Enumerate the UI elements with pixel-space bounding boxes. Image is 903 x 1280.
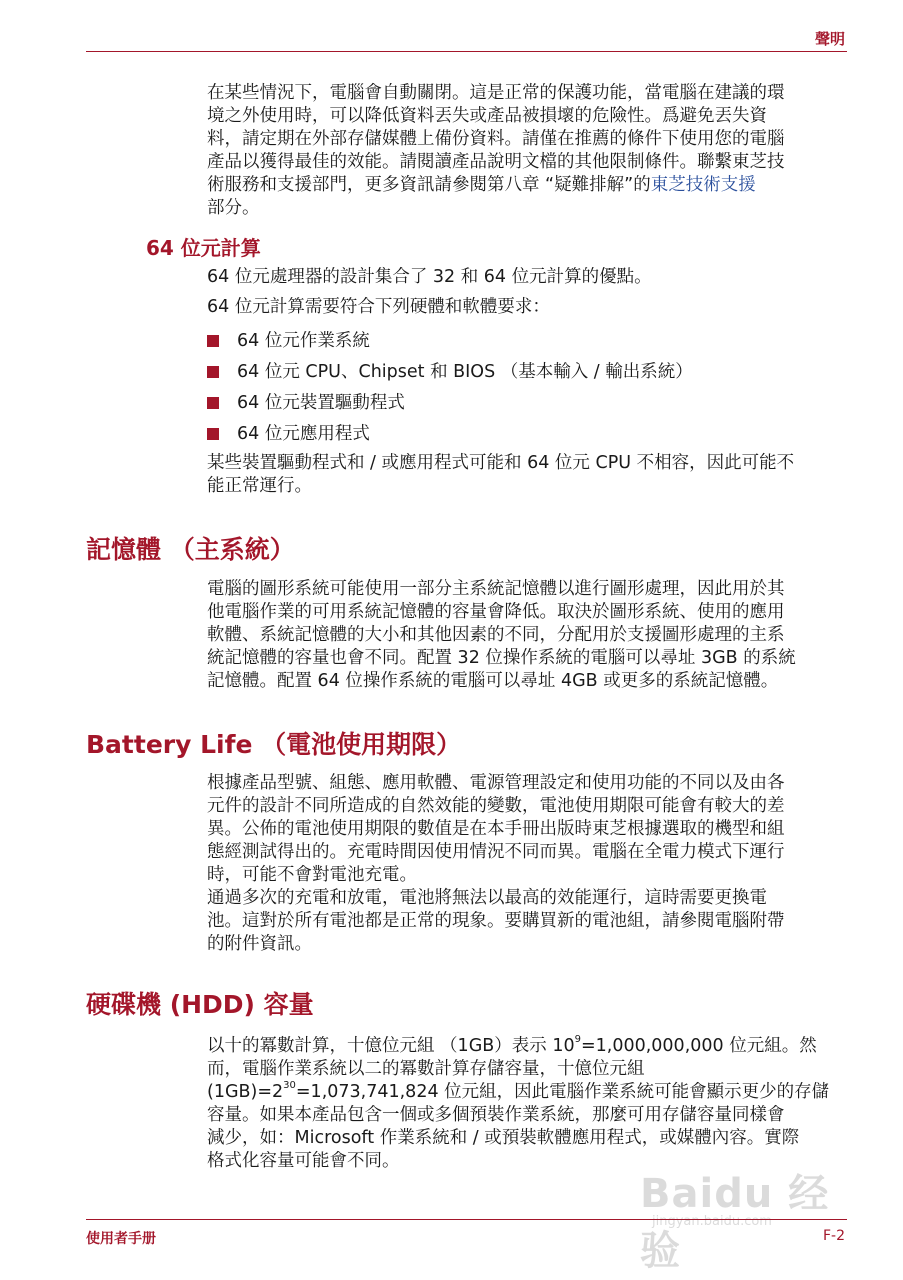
text-line: 池。這對於所有電池都是正常的現象。要購買新的電池組，請參閱電腦附帶 — [207, 911, 785, 931]
bullet-square-icon — [207, 428, 219, 440]
intro-line: 產品以獲得最佳的效能。請閱讀產品說明文檔的其他限制條件。聯繫東芝技 — [207, 152, 785, 172]
memory-paragraph — [207, 578, 848, 693]
intro-line: 部分。 — [207, 198, 260, 218]
text-line: =1,073,741,824 位元組，因此電腦作業系統可能會顯示更少的存儲 — [295, 1082, 830, 1102]
battery-paragraph-2 — [207, 887, 848, 956]
superscript: 9 — [574, 1034, 581, 1045]
bullet-text: 64 位元應用程式 — [237, 424, 370, 444]
bullet-item — [207, 361, 848, 384]
text-line: 電腦的圖形系統可能使用一部分主系統記憶體以進行圖形處理，因此用於其 — [207, 579, 785, 599]
footer-rule — [86, 1219, 847, 1220]
intro-line: 在某些情況下，電腦會自動關閉。這是正常的保護功能，當電腦在建議的環 — [207, 83, 785, 103]
intro-line: 術服務和支援部門，更多資訊請參閱第八章 “疑難排解”的 — [207, 175, 651, 195]
bullet-text: 64 位元 CPU、Chipset 和 BIOS （基本輸入 / 輸出系統） — [237, 362, 693, 382]
intro-line: 料，請定期在外部存儲媒體上備份資料。請僅在推薦的條件下使用您的電腦 — [207, 129, 785, 149]
text-line: 的附件資訊。 — [207, 934, 312, 954]
section-heading-hdd: 硬碟機 (HDD) 容量 — [86, 990, 314, 1019]
text-line: 態經測試得出的。充電時間因使用情況不同而異。電腦在全電力模式下運行 — [207, 842, 785, 862]
text-line: (1GB)=2 — [207, 1082, 284, 1102]
text-line: 根據產品型號、組態、應用軟體、電源管理設定和使用功能的不同以及由各 — [207, 773, 785, 793]
text-line: 通過多次的充電和放電，電池將無法以最高的效能運行，這時需要更換電 — [207, 888, 767, 908]
intro-line: 境之外使用時，可以降低資料丟失或產品被損壞的危險性。爲避免丟失資 — [207, 106, 767, 126]
superscript: 30 — [283, 1080, 296, 1091]
intro-paragraph — [207, 82, 848, 220]
bullet-text: 64 位元作業系統 — [237, 331, 370, 351]
watermark-logo: Baidu 经验 — [640, 1171, 830, 1274]
text-line: 以十的冪數計算，十億位元組 （1GB）表示 10 — [207, 1036, 575, 1056]
bullet-item — [207, 330, 848, 353]
text-line: =1,000,000,000 位元組。然 — [580, 1036, 817, 1056]
header-rule — [86, 51, 847, 52]
bullet-item — [207, 423, 848, 446]
bullet-square-icon — [207, 397, 219, 409]
text-line: 時，可能不會對電池充電。 — [207, 865, 417, 885]
bullet-item — [207, 392, 848, 415]
bullet-text: 64 位元裝置驅動程式 — [237, 393, 405, 413]
toshiba-support-link[interactable]: 東芝技術支援 — [650, 175, 756, 195]
text-line: 格式化容量可能會不同。 — [207, 1151, 400, 1171]
battery-paragraph-1 — [207, 772, 848, 887]
text-line: 而，電腦作業系統以二的冪數計算存儲容量，十億位元組 — [207, 1059, 645, 1079]
bullet-square-icon — [207, 335, 219, 347]
section-heading-memory: 記憶體 （主系統） — [86, 535, 295, 564]
bullet-square-icon — [207, 366, 219, 378]
text-line: 軟體、系統記憶體的大小和其他因素的不同，分配用於支援圖形處理的主系 — [207, 625, 785, 645]
page-header-title: 聲明 — [814, 30, 845, 48]
section-heading-64bit: 64 位元計算 — [146, 236, 261, 260]
section64-p2: 64 位元計算需要符合下列硬體和軟體要求： — [207, 297, 550, 317]
text-line: 能正常運行。 — [207, 476, 312, 496]
footer-manual-title: 使用者手册 — [86, 1231, 156, 1247]
text-line: 統記憶體的容量也會不同。配置 32 位操作系統的電腦可以尋址 3GB 的系統 — [207, 648, 796, 668]
footer-page-number: F-2 — [822, 1228, 845, 1244]
text-line: 某些裝置驅動程式和 / 或應用程式可能和 64 位元 CPU 不相容，因此可能不 — [207, 453, 795, 473]
section64-p1: 64 位元處理器的設計集合了 32 和 64 位元計算的優點。 — [207, 267, 652, 287]
text-line: 容量。如果本產品包含一個或多個預裝作業系統，那麼可用存儲容量同樣會 — [207, 1105, 785, 1125]
text-line: 他電腦作業的可用系統記憶體的容量會降低。取決於圖形系統、使用的應用 — [207, 602, 785, 622]
text-line: 異。公佈的電池使用期限的數值是在本手冊出版時東芝根據選取的機型和組 — [207, 819, 785, 839]
text-line: 記憶體。配置 64 位操作系統的電腦可以尋址 4GB 或更多的系統記憶體。 — [207, 671, 779, 691]
watermark-url: jingyan.baidu.com — [652, 1214, 772, 1229]
text-line: 元件的設計不同所造成的自然效能的變數，電池使用期限可能會有較大的差 — [207, 796, 785, 816]
section64-p3 — [207, 452, 848, 498]
section-heading-battery: Battery Life （電池使用期限） — [86, 730, 462, 759]
text-line: 減少，如：Microsoft 作業系統和 / 或預裝軟體應用程式，或媒體內容。實際 — [207, 1128, 800, 1148]
